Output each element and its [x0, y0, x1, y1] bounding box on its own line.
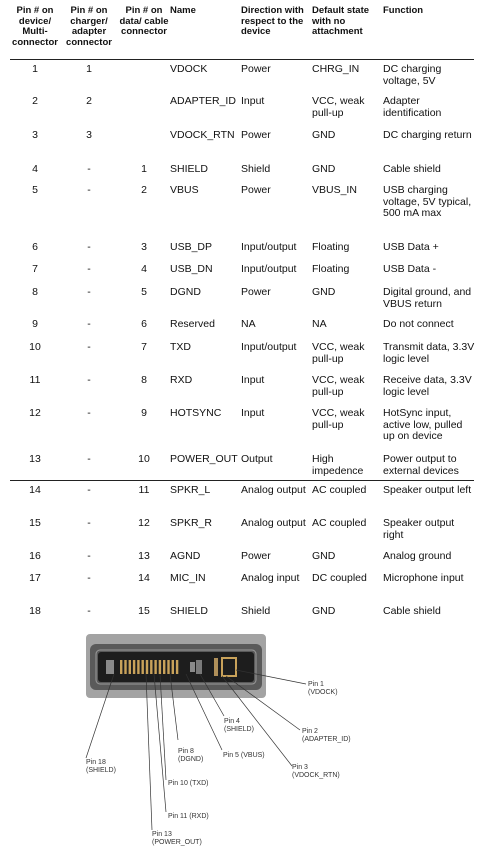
cell-direction: Power [241, 63, 271, 75]
cell-pin-data: 2 [141, 184, 147, 196]
connector-pin [124, 660, 126, 674]
header-pin-data: Pin # on data/ cable connector [119, 5, 169, 37]
cell-name: TXD [170, 341, 191, 353]
cell-pin-device: 2 [32, 95, 38, 107]
cell-pin-charger: - [87, 484, 91, 496]
cell-pin-device: 18 [29, 605, 41, 617]
callout-signal-label: (SHIELD) [224, 726, 254, 733]
cell-default-state: GND [312, 605, 336, 617]
cell-direction: Shield [241, 163, 271, 175]
cell-pin-charger: - [87, 286, 91, 298]
callout-signal-label: (VDOCK_RTN) [292, 772, 340, 779]
cell-pin-device: 9 [32, 318, 38, 330]
cell-direction: Input/output [241, 263, 297, 275]
connector-pin-end [190, 662, 195, 672]
cell-name: RXD [170, 374, 193, 386]
cell-default-state: VCC, weak pull-up [312, 341, 365, 365]
cell-pin-charger: - [87, 263, 91, 275]
callout-pin-label: Pin 10 (TXD) [168, 780, 209, 787]
connector-pin [163, 660, 165, 674]
cell-default-state: VCC, weak pull-up [312, 374, 365, 398]
cell-pin-device: 6 [32, 241, 38, 253]
cell-pin-device: 1 [32, 63, 38, 75]
cell-pin-data: 4 [141, 263, 147, 275]
header-divider [10, 59, 474, 60]
cell-function: DC charging return [383, 129, 472, 141]
cell-direction: Input [241, 95, 265, 107]
cell-function: Speaker output left [383, 484, 472, 496]
cell-pin-device: 17 [29, 572, 41, 584]
cell-direction: Shield [241, 605, 271, 617]
cell-default-state: NA [312, 318, 327, 330]
cell-pin-charger: - [87, 374, 91, 386]
header-direction: Direction with respect to the device [241, 5, 304, 37]
cell-direction: Input/output [241, 241, 297, 253]
cell-function: Do not connect [383, 318, 454, 330]
cell-direction: Input/output [241, 341, 297, 353]
cell-pin-device: 8 [32, 286, 38, 298]
callout-signal-label: (VDOCK) [308, 689, 338, 696]
cell-pin-data: 15 [138, 605, 150, 617]
cell-name: POWER_OUT [170, 453, 238, 465]
callout-pin-label: Pin 2 [302, 728, 318, 735]
cell-pin-charger: - [87, 407, 91, 419]
connector-pin [146, 660, 148, 674]
cell-direction: Power [241, 286, 271, 298]
cell-pin-charger: 2 [86, 95, 92, 107]
connector-pin [154, 660, 156, 674]
header-pin-charger: Pin # on charger/ adapter connector [66, 5, 112, 48]
cell-default-state: CHRG_IN [312, 63, 360, 75]
cell-default-state: High impedence [312, 453, 364, 477]
cell-pin-charger: - [87, 572, 91, 584]
cell-pin-device: 15 [29, 517, 41, 529]
connector-pin [150, 660, 152, 674]
callout-pin-label: Pin 5 (VBUS) [223, 752, 265, 759]
connector-pin [142, 660, 144, 674]
cell-pin-data: 1 [141, 163, 147, 175]
cell-name: VDOCK_RTN [170, 129, 235, 141]
cell-default-state: AC coupled [312, 517, 367, 529]
cell-name: ADAPTER_ID [170, 95, 236, 107]
cell-direction: Power [241, 550, 271, 562]
cell-pin-data: 13 [138, 550, 150, 562]
cell-name: DGND [170, 286, 201, 298]
cell-pin-device: 11 [29, 374, 41, 386]
connector-pin [120, 660, 122, 674]
cell-direction: Analog input [241, 572, 300, 584]
cell-default-state: Floating [312, 241, 350, 253]
cell-name: MIC_IN [170, 572, 206, 584]
callout-pin-label: Pin 3 [292, 764, 308, 771]
cell-pin-device: 7 [32, 263, 38, 275]
cell-pin-device: 16 [29, 550, 41, 562]
cell-pin-charger: - [87, 318, 91, 330]
callout-pin-label: Pin 18 [86, 759, 106, 766]
cell-direction: Power [241, 184, 271, 196]
cell-pin-data: 12 [138, 517, 150, 529]
cell-default-state: VCC, weak pull-up [312, 407, 365, 431]
cell-pin-data: 3 [141, 241, 147, 253]
cell-function: Speaker output right [383, 517, 455, 541]
cell-name: SPKR_L [170, 484, 211, 496]
cell-name: USB_DN [170, 263, 213, 275]
callout-pin-label: Pin 4 [224, 718, 240, 725]
cell-name: SPKR_R [170, 517, 213, 529]
connector-pin [172, 660, 174, 674]
cell-pin-charger: - [87, 184, 91, 196]
cell-pin-device: 5 [32, 184, 38, 196]
cell-function: Receive data, 3.3V logic level [383, 374, 472, 398]
cell-default-state: AC coupled [312, 484, 367, 496]
callout-signal-label: (DGND) [178, 756, 204, 763]
cell-default-state: GND [312, 163, 336, 175]
cell-pin-data: 11 [138, 484, 150, 496]
connector-pin [129, 660, 131, 674]
cell-default-state: VBUS_IN [312, 184, 357, 196]
cell-direction: Output [241, 453, 273, 465]
cell-pin-device: 13 [29, 453, 41, 465]
cell-pin-charger: 1 [86, 63, 92, 75]
cell-default-state: DC coupled [312, 572, 367, 584]
cell-function: Analog ground [383, 550, 452, 562]
cell-function: Power output to external devices [383, 453, 459, 477]
cell-function: Transmit data, 3.3V logic level [383, 341, 475, 365]
callout-pin-label: Pin 13 [152, 831, 172, 838]
cell-name: VBUS [170, 184, 199, 196]
cell-pin-charger: - [87, 605, 91, 617]
cell-pin-data: 14 [138, 572, 150, 584]
header-name: Name [170, 5, 196, 16]
cell-pin-data: 8 [141, 374, 147, 386]
header-pin-device: Pin # on device/ Multi-connector [12, 5, 58, 48]
connector-pin [176, 660, 178, 674]
connector-pin [167, 660, 169, 674]
connector-svg [0, 630, 480, 860]
connector-pin-large [214, 658, 218, 676]
cell-pin-data: 5 [141, 286, 147, 298]
cell-function: Cable shield [383, 605, 441, 617]
cell-name: AGND [170, 550, 201, 562]
cell-pin-charger: - [87, 241, 91, 253]
cell-pin-data: 7 [141, 341, 147, 353]
cell-name: USB_DP [170, 241, 213, 253]
cell-pin-charger: - [87, 517, 91, 529]
cell-function: Microphone input [383, 572, 464, 584]
cell-pin-device: 12 [29, 407, 41, 419]
connector-pin [137, 660, 139, 674]
cell-pin-charger: - [87, 341, 91, 353]
cell-pin-charger: - [87, 453, 91, 465]
cell-name: Reserved [170, 318, 215, 330]
cell-pin-data: 6 [141, 318, 147, 330]
cell-pin-data: 9 [141, 407, 147, 419]
cell-function: Digital ground, and VBUS return [383, 286, 472, 310]
cell-pin-charger: - [87, 163, 91, 175]
cell-pin-device: 3 [32, 129, 38, 141]
connector-pin-block [196, 660, 202, 674]
cell-function: USB Data - [383, 263, 437, 275]
cell-function: USB charging voltage, 5V typical, 500 mA max [383, 184, 472, 219]
connector-diagram [0, 630, 480, 860]
cell-pin-charger: - [87, 550, 91, 562]
cell-direction: Analog output [241, 484, 306, 496]
cell-default-state: GND [312, 550, 336, 562]
header-default-state: Default state with no attachment [312, 5, 370, 37]
group-divider [10, 480, 474, 481]
cell-function: Cable shield [383, 163, 441, 175]
callout-signal-label: (ADAPTER_ID) [302, 736, 351, 743]
callout-pin-label: Pin 8 [178, 748, 194, 755]
cell-function: HotSync input, active low, pulled up on device [383, 407, 463, 442]
cell-function: DC charging voltage, 5V [383, 63, 442, 87]
cell-function: Adapter identification [383, 95, 442, 119]
cell-name: VDOCK [170, 63, 208, 75]
cell-name: HOTSYNC [170, 407, 222, 419]
cell-direction: NA [241, 318, 256, 330]
cell-pin-device: 4 [32, 163, 38, 175]
cell-name: SHIELD [170, 605, 208, 617]
cell-pin-device: 10 [29, 341, 41, 353]
callout-signal-label: (POWER_OUT) [152, 839, 202, 846]
cell-default-state: VCC, weak pull-up [312, 95, 365, 119]
connector-pin-end [106, 660, 114, 674]
cell-default-state: GND [312, 129, 336, 141]
header-function: Function [383, 5, 424, 16]
cell-pin-data: 10 [138, 453, 150, 465]
cell-name: SHIELD [170, 163, 208, 175]
cell-default-state: GND [312, 286, 336, 298]
connector-pin [159, 660, 161, 674]
cell-pin-charger: 3 [86, 129, 92, 141]
cell-function: USB Data + [383, 241, 439, 253]
connector-pin [133, 660, 135, 674]
callout-pin-label: Pin 11 (RXD) [168, 813, 209, 820]
cell-default-state: Floating [312, 263, 350, 275]
callout-signal-label: (SHIELD) [86, 767, 116, 774]
cell-pin-device: 14 [29, 484, 41, 496]
callout-pin-label: Pin 1 [308, 681, 324, 688]
cell-direction: Input [241, 407, 265, 419]
cell-direction: Input [241, 374, 265, 386]
cell-direction: Analog output [241, 517, 306, 529]
cell-direction: Power [241, 129, 271, 141]
